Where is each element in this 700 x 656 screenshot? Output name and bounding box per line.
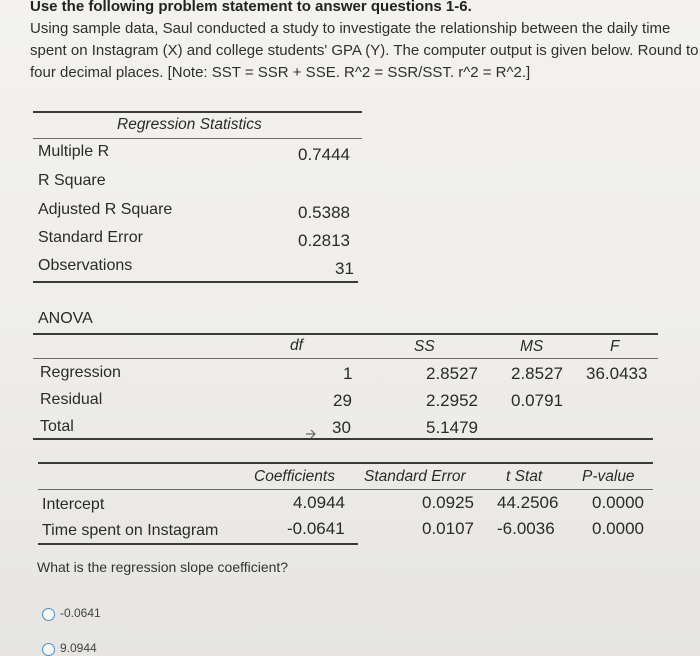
anova-row-label: Regression [40,364,121,381]
regstats-value: 31 [335,259,354,278]
anova-row-label: Total [40,418,74,435]
problem-line-3: four decimal places. [Note: SST = SSR + SSE. R^2 = SSR/SST. r^2 = R^2.] [30,64,531,81]
anova-ms: 2.8527 [511,364,563,383]
anova-header-rule [33,358,658,359]
coef-stderr: 0.0925 [422,493,474,512]
option-radio[interactable] [42,608,55,621]
coef-pvalue: 0.0000 [592,493,644,512]
option-radio[interactable] [42,643,55,656]
coef-stderr: 0.0107 [422,519,474,538]
regstats-value: 0.2813 [298,231,350,250]
regstats-label: R Square [38,172,106,189]
anova-header-df: df [290,337,303,354]
regstats-label: Observations [38,257,133,274]
coef-header-coefficients: Coefficients [254,468,335,485]
anova-f: 36.0433 [586,364,648,383]
anova-ss: 2.8527 [426,364,478,383]
anova-top-rule [33,333,658,335]
regstats-value: 0.5388 [298,203,350,222]
anova-header-ss: SS [414,338,435,355]
regstats-bottom-rule [33,281,358,283]
regstats-top-rule [33,111,362,113]
question-text: What is the regression slope coefficient? [37,559,289,575]
coef-pvalue: 0.0000 [592,519,644,538]
anova-ss: 2.2952 [426,391,478,410]
coef-value: -0.0641 [287,519,345,538]
option-label[interactable]: 9.0944 [60,641,97,655]
coef-top-rule [38,462,653,464]
regstats-label: Standard Error [38,229,143,246]
coef-header-tstat: t Stat [506,468,543,485]
coef-header-stderr: Standard Error [364,468,466,485]
problem-line-2: spent on Instagram (X) and college students' GPA (Y). The computer output is given below. Round to [30,42,699,59]
anova-df: 30 [332,418,351,437]
problem-line-1: Using sample data, Saul conducted a study to investigate the relationship between the daily time [30,20,671,37]
coef-row-label: Intercept [42,496,105,513]
coef-row-label: Time spent on Instagram [42,522,219,539]
coef-tstat: 44.2506 [497,493,559,512]
anova-ss: 5.1479 [426,418,478,437]
anova-df: 1 [343,364,353,383]
problem-title: Use the following problem statement to answer questions 1-6. [30,0,472,15]
cursor-icon [305,428,319,440]
regstats-label: Adjusted R Square [38,201,173,218]
anova-header-ms: MS [520,338,544,355]
coef-value: 4.0944 [293,493,345,512]
coef-tstat: -6.0036 [497,519,555,538]
option-label[interactable]: -0.0641 [60,606,101,620]
regstats-label: Multiple R [38,143,110,160]
regstats-header-rule [33,138,362,139]
anova-df: 29 [333,391,352,410]
regstats-value: 0.7444 [298,145,350,164]
coef-bottom-rule [38,543,358,545]
anova-header-f: F [610,338,620,355]
anova-ms: 0.0791 [511,391,563,410]
anova-row-label: Residual [40,391,103,408]
anova-title: ANOVA [38,310,93,327]
coef-header-rule [38,489,653,490]
regstats-title: Regression Statistics [117,116,262,133]
coef-header-pvalue: P-value [582,468,635,485]
anova-bottom-rule [33,438,653,440]
